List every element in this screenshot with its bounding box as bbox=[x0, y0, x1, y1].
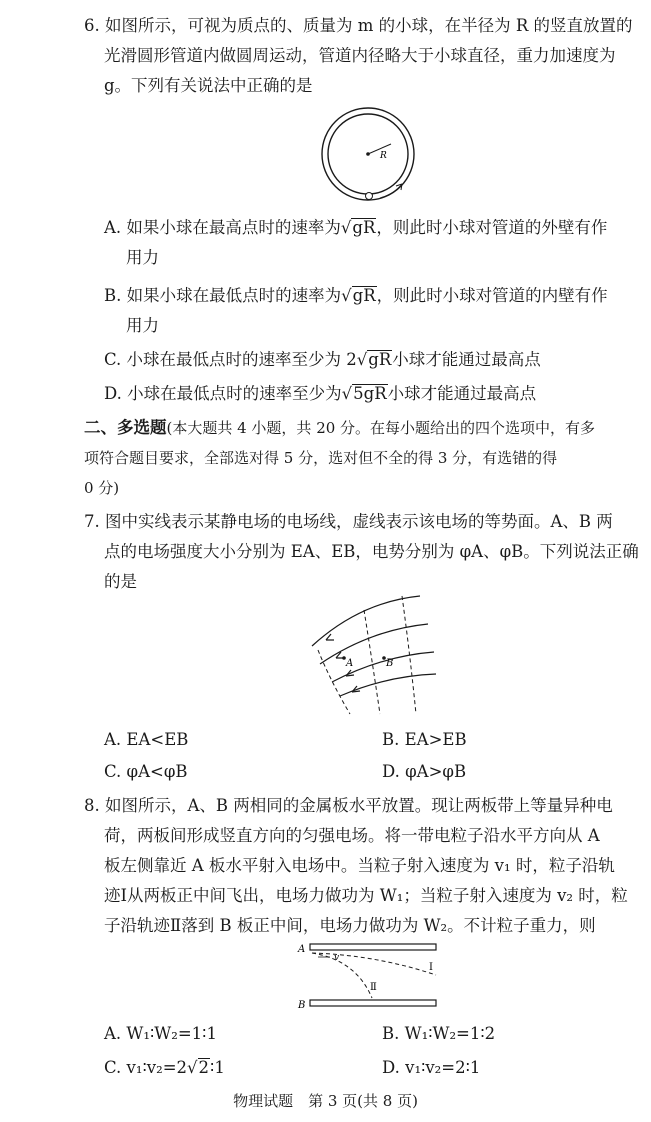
q6-option-c-text: C. 小球在最低点时的速率至少为 2 bbox=[104, 350, 357, 369]
radius-label: R bbox=[380, 151, 387, 161]
velocity-label: v bbox=[334, 953, 340, 963]
q7-stem-line-1: 7. 图中实线表示某静电场的电场线，虚线表示该电场的等势面。A、B 两 bbox=[84, 512, 613, 531]
point-a-label: A bbox=[346, 658, 354, 669]
q8-option-c: C. v₁∶v₂=2√2∶1 bbox=[104, 1058, 225, 1077]
q8-option-c-root: 2 bbox=[198, 1058, 210, 1077]
q6-option-c-text-end: 小球才能通过最高点 bbox=[392, 350, 541, 369]
q7-option-a: A. EA<EB bbox=[104, 730, 189, 749]
section-2-line-3: 0 分) bbox=[84, 479, 120, 497]
trajectory-ii-label: Ⅱ bbox=[370, 982, 377, 993]
q8-stem-line-5: 子沿轨迹Ⅱ落到 B 板正中间，电场力做功为 W₂。不计粒子重力，则 bbox=[104, 916, 596, 935]
section-2-line-1 bbox=[84, 416, 595, 440]
q6-stem-line-2: 光滑圆形管道内做圆周运动，管道内径略大于小球直径，重力加速度为 bbox=[104, 46, 616, 65]
section-2-heading: 二、多选题 bbox=[84, 418, 167, 437]
q6-option-b-text-end: ，则此时小球对管道的内壁有作 bbox=[376, 286, 608, 305]
q6-option-d-text-end: 小球才能通过最高点 bbox=[387, 384, 537, 403]
q7-option-d: D. φA>φB bbox=[382, 762, 467, 781]
section-2-line-2: 项符合题目要求，全部选对得 5 分，选对但不全的得 3 分，有选错的得 bbox=[84, 449, 558, 467]
q6-option-a-text: A. 如果小球在最高点时的速率为 bbox=[104, 218, 341, 237]
q6-option-a-cont: 用力 bbox=[126, 248, 159, 267]
electric-field-figure bbox=[310, 590, 440, 718]
q6-option-c-root: gR bbox=[368, 350, 392, 369]
q6-option-b-cont: 用力 bbox=[126, 316, 159, 335]
q8-option-b: B. W₁∶W₂=1∶2 bbox=[382, 1024, 496, 1043]
q8-stem-line-2: 荷，两板间形成竖直方向的匀强电场。将一带电粒子沿水平方向从 A bbox=[104, 826, 600, 845]
q6-option-a-root: gR bbox=[352, 218, 376, 237]
q6-option-d: D. 小球在最低点时的速率至少为√5gR小球才能通过最高点 bbox=[104, 384, 537, 403]
q8-option-a: A. W₁∶W₂=1∶1 bbox=[104, 1024, 217, 1043]
q6-option-b-text: B. 如果小球在最低点时的速率为 bbox=[104, 286, 342, 305]
q6-option-a-text-end: ，则此时小球对管道的外壁有作 bbox=[376, 218, 608, 237]
q7-option-b: B. EA>EB bbox=[382, 730, 467, 749]
q8-stem-line-4: 迹Ⅰ从两板正中间飞出，电场力做功为 W₁；当粒子射入速度为 v₂ 时，粒 bbox=[104, 886, 628, 905]
page-footer: 物理试题 第 3 页(共 8 页) bbox=[233, 1092, 418, 1110]
q6-stem-line-3: g。下列有关说法中正确的是 bbox=[104, 76, 313, 95]
q6-option-d-root: 5gR bbox=[353, 384, 387, 403]
section-2-instructions: (本大题共 4 小题，共 20 分。在每小题给出的四个选项中，有多 bbox=[166, 419, 596, 437]
trajectory-i-label: Ⅰ bbox=[429, 962, 433, 973]
q8-stem-line-3: 板左侧靠近 A 板水平射入电场中。当粒子射入速度为 v₁ 时，粒子沿轨 bbox=[104, 856, 615, 875]
plate-a-label: A bbox=[298, 944, 306, 955]
q7-stem-line-2: 点的电场强度大小分别为 EA、EB，电势分别为 φA、φB。下列说法正确 bbox=[104, 542, 639, 561]
q6-option-b: B. 如果小球在最低点时的速率为√gR，则此时小球对管道的内壁有作 bbox=[104, 286, 608, 305]
circular-tube-figure bbox=[318, 100, 418, 212]
q6-option-a: A. 如果小球在最高点时的速率为√gR，则此时小球对管道的外壁有作 bbox=[104, 218, 608, 237]
q8-option-c-text-end: ∶1 bbox=[210, 1058, 225, 1077]
q7-stem-line-3: 的是 bbox=[104, 572, 137, 591]
plate-b-label: B bbox=[298, 1000, 306, 1011]
q6-option-c: C. 小球在最低点时的速率至少为 2√gR小球才能通过最高点 bbox=[104, 350, 541, 369]
q8-option-d: D. v₁∶v₂=2∶1 bbox=[382, 1058, 481, 1077]
q6-stem-line-1: 6. 如图所示，可视为质点的、质量为 m 的小球，在半径为 R 的竖直放置的 bbox=[84, 16, 633, 35]
point-b-label: B bbox=[386, 658, 394, 669]
q6-option-b-root: gR bbox=[352, 286, 376, 305]
parallel-plates-figure bbox=[296, 938, 446, 1014]
q8-stem-line-1: 8. 如图所示，A、B 两相同的金属板水平放置。现让两板带上等量异种电 bbox=[84, 796, 613, 815]
q7-option-c: C. φA<φB bbox=[104, 762, 188, 781]
q8-option-c-text: C. v₁∶v₂=2 bbox=[104, 1058, 188, 1077]
q6-option-d-text: D. 小球在最低点时的速率至少为 bbox=[104, 384, 342, 403]
